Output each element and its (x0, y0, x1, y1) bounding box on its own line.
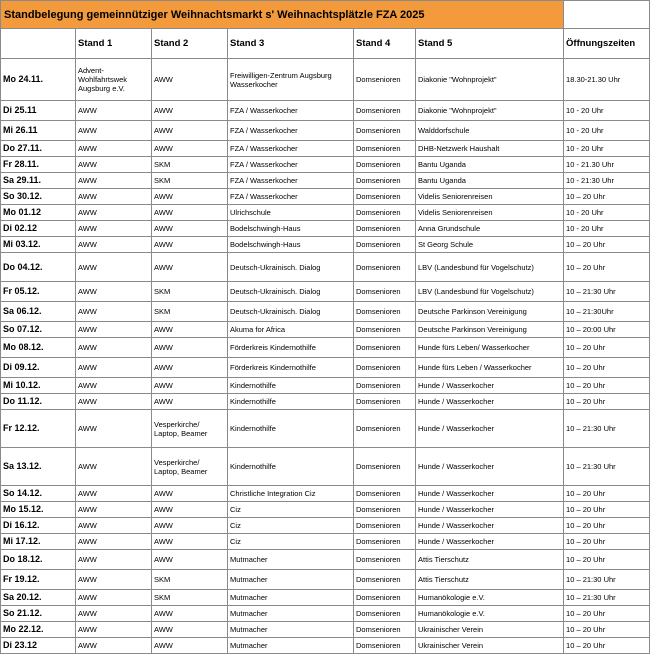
stand3-cell[interactable]: FZA / Wasserkocher (228, 121, 354, 141)
stand3-cell[interactable]: Ciz (228, 518, 354, 534)
stand4-cell[interactable]: Domsenioren (354, 322, 416, 338)
hours-cell[interactable]: 10 - 20 Uhr (564, 221, 650, 237)
stand1-cell[interactable]: AWW (76, 358, 152, 378)
stand1-cell[interactable]: AWW (76, 157, 152, 173)
table-row (1, 378, 650, 394)
stand1-cell[interactable]: Advent-Wohlfahrtswek Augsburg e.V. (76, 59, 152, 101)
stand2-cell[interactable]: Vesperkirche/ Laptop, Beamer (152, 410, 228, 448)
stand5-cell[interactable]: Bantu Uganda (416, 157, 564, 173)
date-cell[interactable]: So 07.12. (1, 322, 76, 338)
stand5-cell[interactable]: Hunde / Wasserkocher (416, 394, 564, 410)
header-cell[interactable]: Stand 3 (228, 29, 354, 59)
stand2-cell[interactable]: AWW (152, 358, 228, 378)
stand4-cell[interactable]: Domsenioren (354, 141, 416, 157)
stand2-cell[interactable]: SKM (152, 157, 228, 173)
hours-cell[interactable]: 10 - 20 Uhr (564, 121, 650, 141)
date-cell[interactable]: Mi 03.12. (1, 237, 76, 253)
stand1-cell[interactable]: AWW (76, 173, 152, 189)
header-cell[interactable]: Stand 2 (152, 29, 228, 59)
stand4-cell[interactable]: Domsenioren (354, 550, 416, 570)
stand5-cell[interactable]: Attis Tierschutz (416, 570, 564, 590)
stand4-cell[interactable]: Domsenioren (354, 378, 416, 394)
stand2-cell[interactable]: AWW (152, 550, 228, 570)
stand3-cell[interactable]: Akuma for Africa (228, 322, 354, 338)
stand2-cell[interactable]: AWW (152, 121, 228, 141)
stand1-cell[interactable]: AWW (76, 622, 152, 638)
stand4-cell[interactable]: Domsenioren (354, 534, 416, 550)
stand2-cell[interactable]: SKM (152, 282, 228, 302)
stand1-cell[interactable]: AWW (76, 550, 152, 570)
stand2-cell[interactable]: SKM (152, 173, 228, 189)
date-cell[interactable]: Fr 19.12. (1, 570, 76, 590)
date-cell[interactable]: So 21.12. (1, 606, 76, 622)
stand5-cell[interactable]: Videlis Seniorenreisen (416, 189, 564, 205)
hours-cell[interactable]: 10 - 20 Uhr (564, 205, 650, 221)
stand1-cell[interactable]: AWW (76, 638, 152, 654)
date-cell[interactable]: Di 09.12. (1, 358, 76, 378)
stand1-cell[interactable]: AWW (76, 282, 152, 302)
stand4-cell[interactable]: Domsenioren (354, 173, 416, 189)
stand5-cell[interactable]: Hunde / Wasserkocher (416, 518, 564, 534)
hours-cell[interactable]: 10 – 20 Uhr (564, 378, 650, 394)
stand2-cell[interactable]: AWW (152, 253, 228, 282)
table-row (1, 394, 650, 410)
stand3-cell[interactable]: Mutmacher (228, 606, 354, 622)
stand2-cell[interactable]: AWW (152, 638, 228, 654)
table-row (1, 101, 650, 121)
stand3-cell[interactable]: Deutsch-Ukrainisch. Dialog (228, 282, 354, 302)
stand4-cell[interactable]: Domsenioren (354, 570, 416, 590)
table-row (1, 141, 650, 157)
date-cell[interactable]: Mo 24.11. (1, 59, 76, 101)
date-cell[interactable]: Di 25.11 (1, 101, 76, 121)
stand4-cell[interactable]: Domsenioren (354, 253, 416, 282)
stand5-cell[interactable]: Hunde / Wasserkocher (416, 378, 564, 394)
stand5-cell[interactable]: Humanökologie e.V. (416, 590, 564, 606)
stand4-cell[interactable]: Domsenioren (354, 59, 416, 101)
header-cell[interactable]: Stand 1 (76, 29, 152, 59)
stand5-cell[interactable]: Humanökologie e.V. (416, 606, 564, 622)
hours-cell[interactable]: 10 – 20:00 Uhr (564, 322, 650, 338)
stand3-cell[interactable]: Kindernothilfe (228, 448, 354, 486)
date-cell[interactable]: Do 18.12. (1, 550, 76, 570)
stand1-cell[interactable]: AWW (76, 502, 152, 518)
date-cell[interactable]: Do 11.12. (1, 394, 76, 410)
stand2-cell[interactable]: AWW (152, 189, 228, 205)
stand5-cell[interactable]: Attis Tierschutz (416, 550, 564, 570)
stand1-cell[interactable]: AWW (76, 570, 152, 590)
hours-cell[interactable]: 18.30-21.30 Uhr (564, 59, 650, 101)
table-row (1, 322, 650, 338)
stand3-cell[interactable]: FZA / Wasserkocher (228, 173, 354, 189)
header-cell[interactable]: Stand 5 (416, 29, 564, 59)
date-cell[interactable]: Fr 05.12. (1, 282, 76, 302)
hours-cell[interactable]: 10 – 20 Uhr (564, 394, 650, 410)
date-cell[interactable]: Mi 17.12. (1, 534, 76, 550)
stand5-cell[interactable]: Hunde / Wasserkocher (416, 534, 564, 550)
stand1-cell[interactable]: AWW (76, 302, 152, 322)
date-cell[interactable]: Sa 06.12. (1, 302, 76, 322)
stand5-cell[interactable]: Hunde fürs Leben/ Wasserkocher (416, 338, 564, 358)
table-row (1, 486, 650, 502)
stand1-cell[interactable]: AWW (76, 410, 152, 448)
table-row (1, 282, 650, 302)
date-cell[interactable]: Mo 01.12 (1, 205, 76, 221)
table-row (1, 448, 650, 486)
stand5-cell[interactable]: Ukrainischer Verein (416, 622, 564, 638)
stand3-cell[interactable]: Förderkreis Kindernothilfe (228, 358, 354, 378)
stand5-cell[interactable]: Diakonie "Wohnprojekt" (416, 101, 564, 121)
table-row (1, 570, 650, 590)
date-cell[interactable]: Di 23.12 (1, 638, 76, 654)
stand3-cell[interactable]: Deutsch-Ukrainisch. Dialog (228, 302, 354, 322)
stand2-cell[interactable]: AWW (152, 378, 228, 394)
date-cell[interactable]: Di 16.12. (1, 518, 76, 534)
stand4-cell[interactable]: Domsenioren (354, 590, 416, 606)
stand3-cell[interactable]: FZA / Wasserkocher (228, 157, 354, 173)
stand4-cell[interactable]: Domsenioren (354, 518, 416, 534)
date-cell[interactable]: Mi 10.12. (1, 378, 76, 394)
header-cell[interactable] (1, 29, 76, 59)
date-cell[interactable]: Mi 26.11 (1, 121, 76, 141)
stand2-cell[interactable]: AWW (152, 502, 228, 518)
stand5-cell[interactable]: Anna Grundschule (416, 221, 564, 237)
stand5-cell[interactable]: Deutsche Parkinson Vereinigung (416, 322, 564, 338)
stand1-cell[interactable]: AWW (76, 189, 152, 205)
stand5-cell[interactable]: Hunde / Wasserkocher (416, 410, 564, 448)
header-row (1, 29, 650, 59)
hours-cell[interactable]: 10 - 21.30 Uhr (564, 157, 650, 173)
date-cell[interactable]: So 14.12. (1, 486, 76, 502)
stand5-cell[interactable]: LBV (Landesbund für Vogelschutz) (416, 282, 564, 302)
stand1-cell[interactable]: AWW (76, 394, 152, 410)
stand3-cell[interactable]: Mutmacher (228, 638, 354, 654)
stand4-cell[interactable]: Domsenioren (354, 221, 416, 237)
stand5-cell[interactable]: DHB-Netzwerk Haushalt (416, 141, 564, 157)
table-row (1, 338, 650, 358)
stand3-cell[interactable]: Mutmacher (228, 622, 354, 638)
table-row (1, 502, 650, 518)
stand1-cell[interactable]: AWW (76, 338, 152, 358)
stand4-cell[interactable]: Domsenioren (354, 502, 416, 518)
table-row (1, 205, 650, 221)
stand3-cell[interactable]: Mutmacher (228, 570, 354, 590)
stand4-cell[interactable]: Domsenioren (354, 121, 416, 141)
stand5-cell[interactable]: Ukrainischer Verein (416, 638, 564, 654)
stand4-cell[interactable]: Domsenioren (354, 157, 416, 173)
table-row (1, 253, 650, 282)
stand1-cell[interactable]: AWW (76, 205, 152, 221)
date-cell[interactable]: Mo 15.12. (1, 502, 76, 518)
date-cell[interactable]: Do 04.12. (1, 253, 76, 282)
stand4-cell[interactable]: Domsenioren (354, 410, 416, 448)
stand4-cell[interactable]: Domsenioren (354, 606, 416, 622)
stand1-cell[interactable]: AWW (76, 518, 152, 534)
stand2-cell[interactable]: AWW (152, 518, 228, 534)
stand1-cell[interactable]: AWW (76, 322, 152, 338)
stand1-cell[interactable]: AWW (76, 448, 152, 486)
hours-cell[interactable]: 10 – 20 Uhr (564, 606, 650, 622)
hours-cell[interactable]: 10 – 21:30Uhr (564, 302, 650, 322)
header-cell[interactable]: Öffnungszeiten (564, 29, 650, 59)
stand3-cell[interactable]: Ulrichschule (228, 205, 354, 221)
stand4-cell[interactable]: Domsenioren (354, 205, 416, 221)
stand3-cell[interactable]: Bodelschwingh-Haus (228, 237, 354, 253)
stand5-cell[interactable]: Hunde fürs Leben / Wasserkocher (416, 358, 564, 378)
hours-cell[interactable]: 10 – 20 Uhr (564, 237, 650, 253)
hours-cell[interactable]: 10 – 20 Uhr (564, 638, 650, 654)
table-row (1, 638, 650, 654)
stand4-cell[interactable]: Domsenioren (354, 358, 416, 378)
stand5-cell[interactable]: Diakonie "Wohnprojekt" (416, 59, 564, 101)
hours-cell[interactable]: 10 – 20 Uhr (564, 189, 650, 205)
stand1-cell[interactable]: AWW (76, 221, 152, 237)
stand1-cell[interactable]: AWW (76, 237, 152, 253)
stand3-cell[interactable]: FZA / Wasserkocher (228, 189, 354, 205)
table-row (1, 157, 650, 173)
stand2-cell[interactable]: AWW (152, 322, 228, 338)
stand4-cell[interactable]: Domsenioren (354, 101, 416, 121)
stand5-cell[interactable]: Bantu Uganda (416, 173, 564, 189)
stand3-cell[interactable]: FZA / Wasserkocher (228, 141, 354, 157)
stand2-cell[interactable]: AWW (152, 338, 228, 358)
stand2-cell[interactable]: SKM (152, 570, 228, 590)
table-row (1, 358, 650, 378)
stand2-cell[interactable]: AWW (152, 622, 228, 638)
date-cell[interactable]: Sa 29.11. (1, 173, 76, 189)
stand4-cell[interactable]: Domsenioren (354, 302, 416, 322)
date-cell[interactable]: Sa 20.12. (1, 590, 76, 606)
title-row (1, 1, 650, 29)
stand3-cell[interactable]: FZA / Wasserkocher (228, 101, 354, 121)
stand1-cell[interactable]: AWW (76, 101, 152, 121)
stand1-cell[interactable]: AWW (76, 590, 152, 606)
stand3-cell[interactable]: Kindernothilfe (228, 410, 354, 448)
stand3-cell[interactable]: Deutsch-Ukrainisch. Dialog (228, 253, 354, 282)
stand2-cell[interactable]: AWW (152, 394, 228, 410)
stand2-cell[interactable]: AWW (152, 486, 228, 502)
stand1-cell[interactable]: AWW (76, 606, 152, 622)
table-row (1, 518, 650, 534)
stand4-cell[interactable]: Domsenioren (354, 237, 416, 253)
date-cell[interactable]: Mo 08.12. (1, 338, 76, 358)
stand1-cell[interactable]: AWW (76, 121, 152, 141)
stand2-cell[interactable]: AWW (152, 237, 228, 253)
stand2-cell[interactable]: AWW (152, 59, 228, 101)
stand4-cell[interactable]: Domsenioren (354, 638, 416, 654)
date-cell[interactable]: Di 02.12 (1, 221, 76, 237)
table-row (1, 237, 650, 253)
stand4-cell[interactable]: Domsenioren (354, 448, 416, 486)
stand3-cell[interactable]: Kindernothilfe (228, 378, 354, 394)
stand3-cell[interactable]: Mutmacher (228, 590, 354, 606)
table-row (1, 534, 650, 550)
stand4-cell[interactable]: Domsenioren (354, 338, 416, 358)
table-row (1, 121, 650, 141)
stand4-cell[interactable]: Domsenioren (354, 622, 416, 638)
stand3-cell[interactable]: Mutmacher (228, 550, 354, 570)
table-row (1, 550, 650, 570)
stand1-cell[interactable]: AWW (76, 534, 152, 550)
table-row (1, 221, 650, 237)
hours-cell[interactable]: 10 - 20 Uhr (564, 141, 650, 157)
hours-cell[interactable]: 10 – 21:30 Uhr (564, 448, 650, 486)
date-cell[interactable]: Sa 13.12. (1, 448, 76, 486)
stand4-cell[interactable]: Domsenioren (354, 189, 416, 205)
stand2-cell[interactable]: SKM (152, 590, 228, 606)
stand2-cell[interactable]: AWW (152, 205, 228, 221)
hours-cell[interactable]: 10 – 20 Uhr (564, 518, 650, 534)
table-row (1, 606, 650, 622)
table-row (1, 622, 650, 638)
hours-cell[interactable]: 10 – 21:30 Uhr (564, 570, 650, 590)
hours-cell[interactable]: 10 – 20 Uhr (564, 253, 650, 282)
stand2-cell[interactable]: SKM (152, 302, 228, 322)
hours-cell[interactable]: 10 – 21:30 Uhr (564, 282, 650, 302)
hours-cell[interactable]: 10 – 21:30 Uhr (564, 410, 650, 448)
hours-cell[interactable]: 10 - 20 Uhr (564, 101, 650, 121)
date-cell[interactable]: Fr 12.12. (1, 410, 76, 448)
stand5-cell[interactable]: Deutsche Parkinson Vereinigung (416, 302, 564, 322)
stand4-cell[interactable]: Domsenioren (354, 394, 416, 410)
stand3-cell[interactable]: Ciz (228, 502, 354, 518)
stand5-cell[interactable]: Videlis Seniorenreisen (416, 205, 564, 221)
stand5-cell[interactable]: St Georg Schule (416, 237, 564, 253)
hours-cell[interactable]: 10 - 21:30 Uhr (564, 173, 650, 189)
stand3-cell[interactable]: Kindernothilfe (228, 394, 354, 410)
stand5-cell[interactable]: Hunde / Wasserkocher (416, 448, 564, 486)
stand1-cell[interactable]: AWW (76, 378, 152, 394)
hours-cell[interactable]: 10 – 20 Uhr (564, 550, 650, 570)
stand1-cell[interactable]: AWW (76, 486, 152, 502)
hours-cell[interactable]: 10 – 20 Uhr (564, 534, 650, 550)
table-row (1, 302, 650, 322)
stand2-cell[interactable]: AWW (152, 606, 228, 622)
hours-cell[interactable]: 10 – 21:30 Uhr (564, 590, 650, 606)
sheet-title[interactable]: Standbelegung gemeinnütziger Weihnachtsmarkt s' Weihnachtsplätzle FZA 2025 (1, 1, 564, 29)
stand1-cell[interactable]: AWW (76, 253, 152, 282)
hours-cell[interactable]: 10 – 20 Uhr (564, 358, 650, 378)
table-row (1, 410, 650, 448)
date-cell[interactable]: So 30.12. (1, 189, 76, 205)
hours-cell[interactable]: 10 – 20 Uhr (564, 338, 650, 358)
stand1-cell[interactable]: AWW (76, 141, 152, 157)
stand2-cell[interactable]: AWW (152, 221, 228, 237)
table-row (1, 173, 650, 189)
stand3-cell[interactable]: Bodelschwingh-Haus (228, 221, 354, 237)
stand3-cell[interactable]: Ciz (228, 534, 354, 550)
stand4-cell[interactable]: Domsenioren (354, 486, 416, 502)
title-empty-cell[interactable] (564, 1, 650, 29)
hours-cell[interactable]: 10 – 20 Uhr (564, 502, 650, 518)
table-row (1, 59, 650, 101)
hours-cell[interactable]: 10 – 20 Uhr (564, 486, 650, 502)
stand3-cell[interactable]: Förderkreis Kindernothilfe (228, 338, 354, 358)
stand2-cell[interactable]: Vesperkirche/ Laptop, Beamer (152, 448, 228, 486)
stand2-cell[interactable]: AWW (152, 141, 228, 157)
stand5-cell[interactable]: Hunde / Wasserkocher (416, 486, 564, 502)
stand5-cell[interactable]: LBV (Landesbund für Vogelschutz) (416, 253, 564, 282)
stand4-cell[interactable]: Domsenioren (354, 282, 416, 302)
date-cell[interactable]: Mo 22.12. (1, 622, 76, 638)
hours-cell[interactable]: 10 – 20 Uhr (564, 622, 650, 638)
table-row (1, 590, 650, 606)
date-cell[interactable]: Do 27.11. (1, 141, 76, 157)
stand5-cell[interactable]: Hunde / Wasserkocher (416, 502, 564, 518)
stand3-cell[interactable]: Freiwilligen-Zentrum Augsburg Wasserkocher (228, 59, 354, 101)
date-cell[interactable]: Fr 28.11. (1, 157, 76, 173)
header-cell[interactable]: Stand 4 (354, 29, 416, 59)
stand2-cell[interactable]: AWW (152, 101, 228, 121)
stand3-cell[interactable]: Christliche Integration Ciz (228, 486, 354, 502)
table-row (1, 189, 650, 205)
stand5-cell[interactable]: Walddorfschule (416, 121, 564, 141)
stand2-cell[interactable]: AWW (152, 534, 228, 550)
